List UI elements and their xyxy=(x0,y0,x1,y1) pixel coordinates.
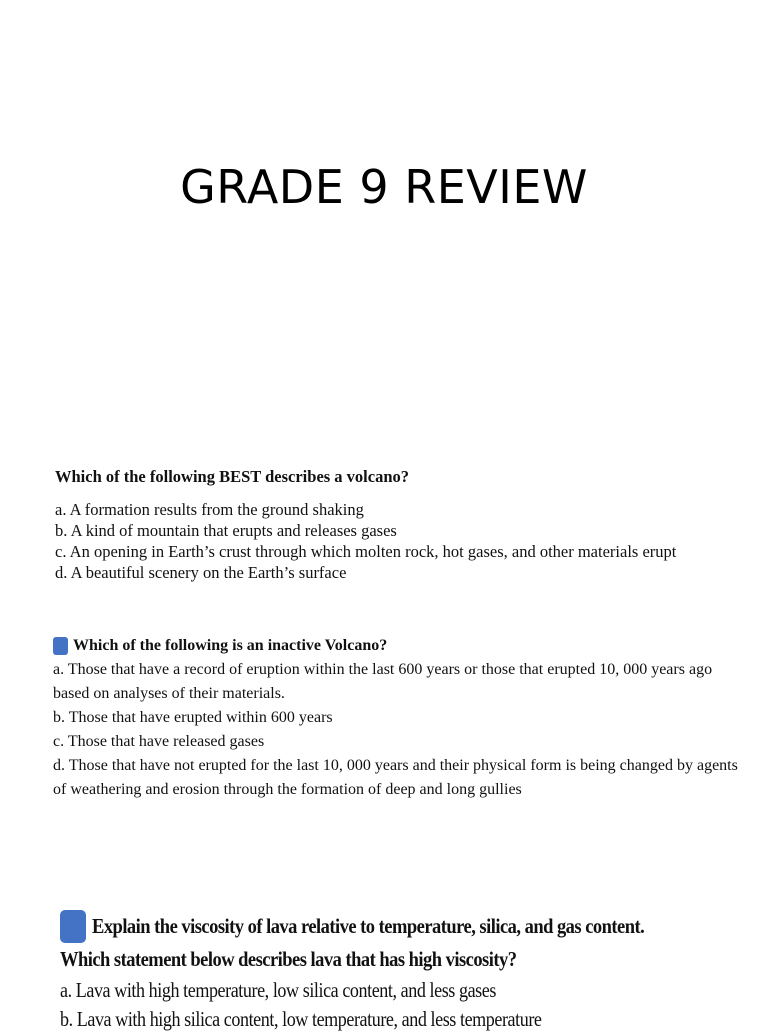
question-3-text-line-1: Explain the viscosity of lava relative to temperature, silica, and gas content. xyxy=(92,914,645,938)
question-2-option-a: a. Those that have a record of eruption within the last 600 years or those that erupted 10, 000 years ago based on analyses of their materials. xyxy=(53,661,713,702)
question-3 xyxy=(60,910,760,1032)
question-3-header xyxy=(60,910,760,943)
question-2-option-c: c. Those that have released gases xyxy=(53,733,265,750)
bullet-marker-icon xyxy=(53,637,68,655)
question-1-option-b: b. A kind of mountain that erupts and releases gases xyxy=(55,521,397,540)
question-1-text: Which of the following BEST describes a volcano? xyxy=(55,467,410,486)
question-2-option-b: b. Those that have erupted within 600 years xyxy=(53,709,333,726)
question-2-header xyxy=(53,637,743,655)
question-3-option-a: a. Lava with high temperature, low silica content, and less gases xyxy=(60,978,496,1002)
question-1-option-c: c. An opening in Earth’s crust through which molten rock, hot gases, and other materials erupt xyxy=(55,542,677,561)
question-2-text: Which of the following is an inactive Volcano? xyxy=(73,637,388,654)
page-title: GRADE 9 REVIEW xyxy=(180,160,588,214)
question-1-option-a: a. A formation results from the ground shaking xyxy=(55,500,364,519)
question-3-text-line-2: Which statement below describes lava that has high viscosity? xyxy=(60,947,517,971)
question-1 xyxy=(55,467,735,583)
question-2-option-d: d. Those that have not erupted for the last 10, 000 years and their physical form is being changed by agents of weathering and erosion through the formation of deep and long gullies xyxy=(53,757,738,798)
question-1-option-d: d. A beautiful scenery on the Earth’s surface xyxy=(55,563,347,582)
question-2 xyxy=(53,637,743,802)
question-3-option-b: b. Lava with high silica content, low temperature, and less temperature xyxy=(60,1007,542,1031)
bullet-marker-icon xyxy=(60,910,86,943)
